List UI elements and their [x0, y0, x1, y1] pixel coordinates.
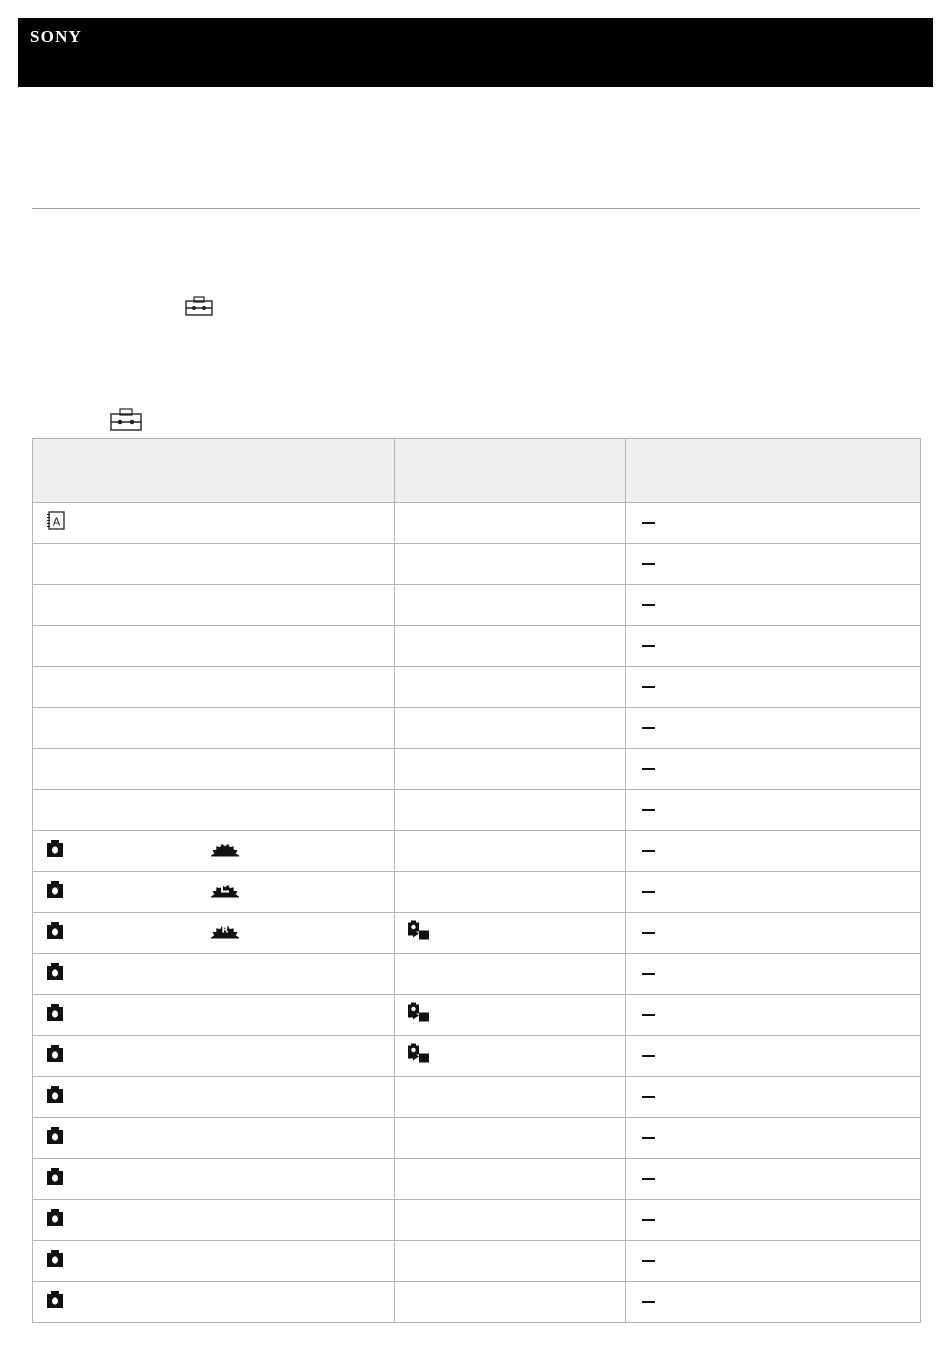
- value-cell: [626, 585, 921, 626]
- shutter-gear-icon: [210, 839, 240, 864]
- table-row: [33, 831, 921, 872]
- setting-name-cell: [33, 954, 395, 995]
- value-cell: [626, 503, 921, 544]
- category-cell: [395, 831, 626, 872]
- value-cell: [626, 1200, 921, 1241]
- camera-icon: [46, 1085, 64, 1109]
- dash-icon: [642, 809, 655, 811]
- dash-icon: [642, 1055, 655, 1057]
- header-bar: [18, 18, 933, 87]
- value-cell: [626, 831, 921, 872]
- camera-icon: [46, 1208, 64, 1232]
- table-row: [33, 503, 921, 544]
- setting-name-cell: [33, 1159, 395, 1200]
- value-cell: [626, 790, 921, 831]
- dash-icon: [642, 686, 655, 688]
- value-cell: [626, 1036, 921, 1077]
- setting-name-cell: [33, 1077, 395, 1118]
- table-row: [33, 1241, 921, 1282]
- category-cell: [395, 1118, 626, 1159]
- dash-icon: [642, 1096, 655, 1098]
- camera-playback-icon: [408, 920, 430, 947]
- table-row: [33, 790, 921, 831]
- category-cell: [395, 790, 626, 831]
- category-cell: [395, 872, 626, 913]
- value-cell: [626, 1077, 921, 1118]
- setting-name-cell: [33, 626, 395, 667]
- camera-icon: [46, 1003, 64, 1027]
- table-row: [33, 1036, 921, 1077]
- dash-icon: [642, 1137, 655, 1139]
- table-row: [33, 749, 921, 790]
- memory-recall-A-icon: [46, 511, 66, 536]
- setting-name-cell: [33, 1036, 395, 1077]
- value-cell: [626, 749, 921, 790]
- dash-icon: [642, 973, 655, 975]
- table-row: [33, 1200, 921, 1241]
- table-row: [33, 954, 921, 995]
- column-header: [395, 439, 626, 503]
- category-cell: [395, 1241, 626, 1282]
- value-cell: [626, 626, 921, 667]
- table-header-row: [33, 439, 921, 503]
- dash-icon: [642, 522, 655, 524]
- category-cell: [395, 913, 626, 954]
- category-cell: [395, 954, 626, 995]
- setting-name-cell: [33, 1241, 395, 1282]
- svg-text:R: R: [221, 925, 229, 936]
- table-row: [33, 708, 921, 749]
- value-cell: [626, 872, 921, 913]
- camera-icon: [46, 880, 64, 904]
- value-cell: [626, 995, 921, 1036]
- camera-icon: [46, 839, 64, 863]
- toolbox-icon: [185, 296, 213, 321]
- category-cell: [395, 749, 626, 790]
- camera-icon: [46, 1249, 64, 1273]
- camera-icon: [46, 921, 64, 945]
- setting-name-cell: [33, 503, 395, 544]
- dash-icon: [642, 850, 655, 852]
- setting-name-cell: [33, 995, 395, 1036]
- setting-name-cell: [33, 1118, 395, 1159]
- setting-name-cell: [33, 1200, 395, 1241]
- camera-icon: [46, 962, 64, 986]
- camera-icon: [46, 1126, 64, 1150]
- sony-logo: SONY: [30, 27, 83, 46]
- category-cell: [395, 503, 626, 544]
- dash-icon: [642, 891, 655, 893]
- table-row: [33, 544, 921, 585]
- toolbox-icon: [110, 408, 142, 436]
- table-row: [33, 585, 921, 626]
- setting-name-cell: [33, 749, 395, 790]
- setting-name-cell: [33, 913, 395, 954]
- category-cell: [395, 1159, 626, 1200]
- category-cell: [395, 1036, 626, 1077]
- category-cell: [395, 667, 626, 708]
- category-cell: [395, 1282, 626, 1323]
- dash-icon: [642, 768, 655, 770]
- value-cell: [626, 954, 921, 995]
- setting-name-cell: [33, 872, 395, 913]
- table-row: [33, 1159, 921, 1200]
- column-header: [33, 439, 395, 503]
- dash-icon: [642, 1219, 655, 1221]
- column-header: [626, 439, 921, 503]
- value-cell: [626, 913, 921, 954]
- dash-icon: [642, 1178, 655, 1180]
- dash-icon: [642, 563, 655, 565]
- setting-name-cell: [33, 831, 395, 872]
- category-cell: [395, 1200, 626, 1241]
- table-row: [33, 1118, 921, 1159]
- value-cell: [626, 1282, 921, 1323]
- table-row: [33, 872, 921, 913]
- value-cell: [626, 1241, 921, 1282]
- category-cell: [395, 626, 626, 667]
- shutter-gear-L-icon: [210, 880, 240, 905]
- dash-icon: [642, 1301, 655, 1303]
- dash-icon: [642, 932, 655, 934]
- table-row: [33, 995, 921, 1036]
- shutter-gear-R-icon: [210, 921, 240, 946]
- settings-table: [32, 438, 921, 1323]
- setting-name-cell: [33, 1282, 395, 1323]
- dash-icon: [642, 1014, 655, 1016]
- setting-name-cell: [33, 544, 395, 585]
- svg-text:A: A: [52, 515, 61, 529]
- category-cell: [395, 995, 626, 1036]
- camera-icon: [46, 1290, 64, 1314]
- category-cell: [395, 585, 626, 626]
- camera-playback-icon: [408, 1002, 430, 1029]
- camera-icon: [46, 1044, 64, 1068]
- value-cell: [626, 708, 921, 749]
- camera-icon: [46, 1167, 64, 1191]
- divider: [32, 208, 920, 209]
- table-row: [33, 913, 921, 954]
- dash-icon: [642, 727, 655, 729]
- table-row: [33, 667, 921, 708]
- value-cell: [626, 667, 921, 708]
- dash-icon: [642, 645, 655, 647]
- table-row: [33, 1282, 921, 1323]
- setting-name-cell: [33, 708, 395, 749]
- camera-playback-icon: [408, 1043, 430, 1070]
- value-cell: [626, 1118, 921, 1159]
- setting-name-cell: [33, 585, 395, 626]
- category-cell: [395, 1077, 626, 1118]
- category-cell: [395, 708, 626, 749]
- table-row: [33, 1077, 921, 1118]
- value-cell: [626, 544, 921, 585]
- category-cell: [395, 544, 626, 585]
- setting-name-cell: [33, 790, 395, 831]
- dash-icon: [642, 1260, 655, 1262]
- table-row: [33, 626, 921, 667]
- dash-icon: [642, 604, 655, 606]
- value-cell: [626, 1159, 921, 1200]
- setting-name-cell: [33, 667, 395, 708]
